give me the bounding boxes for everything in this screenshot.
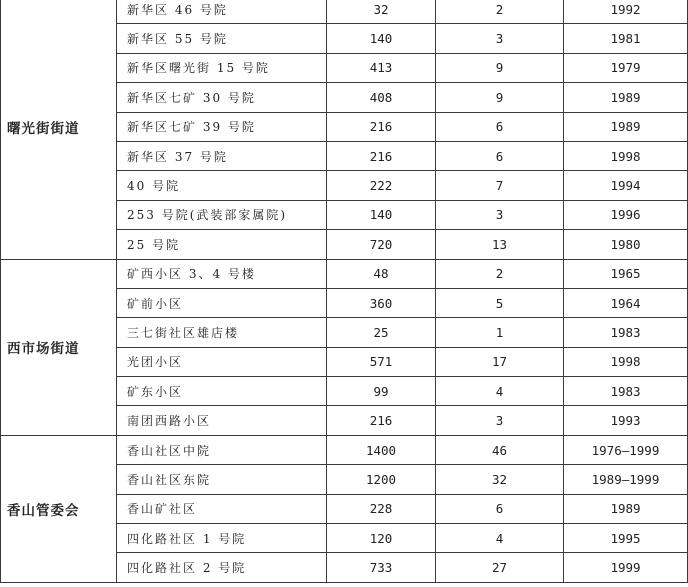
households-cell: 228 [327, 494, 436, 523]
households-cell: 360 [327, 288, 436, 317]
buildings-cell: 6 [436, 112, 564, 141]
compound-name-cell: 新华区 55 号院 [117, 24, 327, 53]
households-cell: 216 [327, 406, 436, 435]
district-cell: 香山管委会 [1, 435, 117, 582]
year-cell: 1989 [564, 112, 688, 141]
households-cell: 571 [327, 347, 436, 376]
compound-name-cell: 矿东小区 [117, 377, 327, 406]
households-cell: 413 [327, 53, 436, 82]
households-cell: 1400 [327, 435, 436, 464]
buildings-cell: 5 [436, 288, 564, 317]
year-cell: 1979 [564, 53, 688, 82]
compound-name-cell: 253 号院(武装部家属院) [117, 200, 327, 229]
year-cell: 1983 [564, 318, 688, 347]
households-cell: 216 [327, 141, 436, 170]
compound-name-cell: 香山社区东院 [117, 465, 327, 494]
households-cell: 140 [327, 200, 436, 229]
year-cell: 1996 [564, 200, 688, 229]
year-cell: 1993 [564, 406, 688, 435]
year-cell: 1983 [564, 377, 688, 406]
compound-name-cell: 新华区 37 号院 [117, 141, 327, 170]
year-cell: 1998 [564, 141, 688, 170]
households-cell: 733 [327, 553, 436, 582]
households-cell: 48 [327, 259, 436, 288]
buildings-cell: 27 [436, 553, 564, 582]
buildings-cell: 3 [436, 24, 564, 53]
buildings-cell: 6 [436, 494, 564, 523]
year-cell: 1980 [564, 230, 688, 259]
compound-name-cell: 南团西路小区 [117, 406, 327, 435]
compound-name-cell: 矿西小区 3、4 号楼 [117, 259, 327, 288]
compound-name-cell: 香山矿社区 [117, 494, 327, 523]
year-cell: 1989 [564, 83, 688, 112]
compound-name-cell: 三七街社区雄店楼 [117, 318, 327, 347]
year-cell: 1992 [564, 0, 688, 24]
compound-name-cell: 光团小区 [117, 347, 327, 376]
buildings-cell: 9 [436, 83, 564, 112]
households-cell: 408 [327, 83, 436, 112]
year-cell: 1999 [564, 553, 688, 582]
table-row [1, 259, 688, 288]
compound-name-cell: 新华区七矿 30 号院 [117, 83, 327, 112]
year-cell: 1998 [564, 347, 688, 376]
year-cell: 1964 [564, 288, 688, 317]
buildings-cell: 6 [436, 141, 564, 170]
compound-name-cell: 25 号院 [117, 230, 327, 259]
compound-name-cell: 新华区七矿 39 号院 [117, 112, 327, 141]
year-cell: 1995 [564, 524, 688, 553]
year-cell: 1994 [564, 171, 688, 200]
households-cell: 720 [327, 230, 436, 259]
buildings-cell: 4 [436, 377, 564, 406]
compound-name-cell: 新华区 46 号院 [117, 0, 327, 24]
buildings-cell: 7 [436, 171, 564, 200]
district-cell: 曙光街街道 [1, 0, 117, 259]
households-cell: 99 [327, 377, 436, 406]
households-cell: 120 [327, 524, 436, 553]
buildings-cell: 3 [436, 200, 564, 229]
table-body [1, 0, 688, 582]
table-row [1, 0, 688, 24]
compound-name-cell: 40 号院 [117, 171, 327, 200]
buildings-cell: 9 [436, 53, 564, 82]
buildings-cell: 17 [436, 347, 564, 376]
year-cell: 1989 [564, 494, 688, 523]
compound-name-cell: 矿前小区 [117, 288, 327, 317]
district-cell: 西市场街道 [1, 259, 117, 435]
compound-name-cell: 香山社区中院 [117, 435, 327, 464]
compound-name-cell: 新华区曙光街 15 号院 [117, 53, 327, 82]
buildings-cell: 13 [436, 230, 564, 259]
year-cell: 1981 [564, 24, 688, 53]
households-cell: 32 [327, 0, 436, 24]
households-cell: 25 [327, 318, 436, 347]
buildings-cell: 2 [436, 259, 564, 288]
households-cell: 216 [327, 112, 436, 141]
compound-name-cell: 四化路社区 2 号院 [117, 553, 327, 582]
households-cell: 140 [327, 24, 436, 53]
table-row [1, 435, 688, 464]
households-cell: 222 [327, 171, 436, 200]
buildings-cell: 2 [436, 0, 564, 24]
buildings-cell: 46 [436, 435, 564, 464]
year-cell: 1976—1999 [564, 435, 688, 464]
buildings-cell: 4 [436, 524, 564, 553]
buildings-cell: 32 [436, 465, 564, 494]
buildings-cell: 1 [436, 318, 564, 347]
households-cell: 1200 [327, 465, 436, 494]
year-cell: 1989—1999 [564, 465, 688, 494]
buildings-cell: 3 [436, 406, 564, 435]
compound-name-cell: 四化路社区 1 号院 [117, 524, 327, 553]
year-cell: 1965 [564, 259, 688, 288]
